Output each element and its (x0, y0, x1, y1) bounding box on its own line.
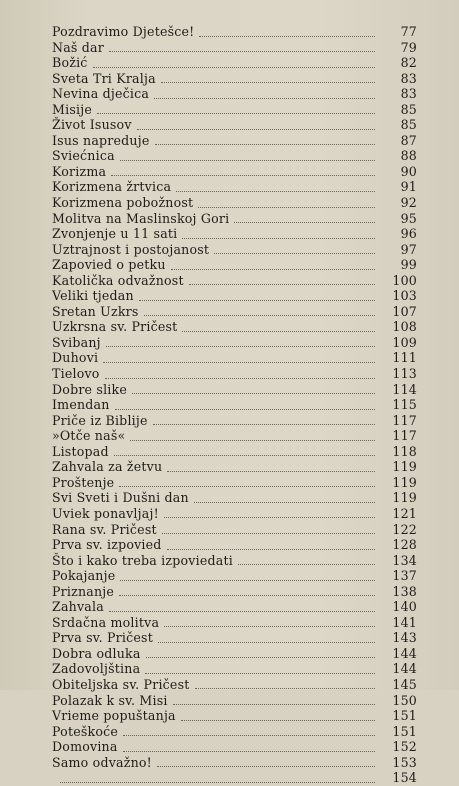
dot-leader (103, 362, 375, 363)
toc-entry-title: Isus napreduje (52, 132, 150, 148)
dot-leader (153, 424, 375, 425)
dot-leader (60, 782, 375, 783)
toc-entry-title: Veliki tjedan (52, 288, 134, 304)
toc-entry-page: 107 (392, 303, 417, 319)
toc-entry-page: 83 (400, 86, 417, 102)
toc-entry-page: 85 (400, 117, 417, 133)
toc-entry-title: Zapovied o petku (52, 257, 166, 273)
toc-entry-page: 144 (392, 661, 417, 677)
dot-leader (155, 144, 376, 145)
dot-leader (114, 455, 375, 456)
toc-entry (52, 288, 417, 304)
toc-entry-title: Život Isusov (52, 117, 132, 133)
toc-entry-title: Božić (52, 55, 88, 71)
toc-entry (52, 459, 417, 475)
toc-entry (52, 537, 417, 553)
toc-entry-title: Pozdravimo Djetešce! (52, 24, 195, 39)
toc-entry-title: Imendan (52, 397, 110, 413)
toc-entry (52, 506, 417, 522)
dot-leader (189, 284, 375, 285)
toc-entry-title: Naš dar (52, 39, 104, 55)
toc-entry (52, 475, 417, 491)
toc-entry (52, 646, 417, 662)
toc-entry-page: 85 (400, 101, 417, 117)
toc-entry-page: 91 (400, 179, 417, 195)
toc-entry-page: 138 (392, 583, 417, 599)
toc-entry (52, 24, 417, 40)
dot-leader (173, 704, 375, 705)
toc-entry (52, 195, 417, 211)
dot-leader (171, 269, 375, 270)
toc-entry-title: Korizmena pobožnost (52, 195, 194, 211)
toc-entry-title: Rana sv. Pričest (52, 521, 157, 537)
toc-entry-title: Što i kako treba izpoviedati (52, 552, 233, 568)
dot-leader (176, 191, 375, 192)
toc-entry-page: 83 (400, 70, 417, 86)
dot-leader (115, 409, 375, 410)
toc-entry (52, 382, 417, 398)
toc-entry (52, 102, 417, 118)
toc-entry (52, 117, 417, 133)
toc-entry (52, 133, 417, 149)
toc-entry (52, 366, 417, 382)
dot-leader (120, 580, 375, 581)
toc-entry-title: Proštenje (52, 474, 115, 490)
dot-leader (182, 331, 375, 332)
toc-entry (52, 553, 417, 569)
toc-entry (52, 148, 417, 164)
dot-leader (198, 207, 375, 208)
toc-entry-page: 77 (400, 24, 417, 39)
dot-leader (182, 238, 375, 239)
toc-entry (52, 335, 417, 351)
dot-leader (234, 222, 375, 223)
dot-leader (109, 51, 375, 52)
dot-leader (154, 98, 375, 99)
dot-leader (105, 378, 375, 379)
toc-entry-title: Obiteljska sv. Pričest (52, 676, 190, 692)
toc-entry-title: Polazak k sv. Misi (52, 692, 168, 708)
toc-entry-page: 119 (392, 490, 417, 506)
toc-entry (52, 522, 417, 538)
dot-leader (97, 113, 375, 114)
dot-leader (119, 595, 375, 596)
toc-entry-title: Zahvala (52, 599, 104, 615)
dot-leader (137, 129, 375, 130)
toc-entry (52, 770, 417, 786)
toc-entry (52, 755, 417, 771)
toc-entry-page: 152 (392, 739, 417, 755)
dot-leader (123, 735, 375, 736)
dot-leader (106, 346, 375, 347)
toc-entry-page: 100 (392, 272, 417, 288)
toc-entry (52, 444, 417, 460)
toc-entry (52, 55, 417, 71)
toc-entry-title: Dobre slike (52, 381, 128, 397)
toc-entry-title: Katolička odvažnost (52, 272, 184, 288)
dot-leader (123, 751, 375, 752)
toc-entry (52, 693, 417, 709)
toc-entry-page: 143 (392, 630, 417, 646)
toc-entry-page: 114 (392, 381, 417, 397)
toc-entry (52, 40, 417, 56)
toc-entry-page: 108 (392, 319, 417, 335)
dot-leader (139, 300, 375, 301)
toc-entry-page: 99 (400, 257, 417, 273)
toc-entry (52, 319, 417, 335)
toc-entry (52, 490, 417, 506)
toc-entry-page: 134 (392, 552, 417, 568)
toc-entry-title: Prva sv. izpovied (52, 537, 162, 553)
dot-leader (109, 611, 375, 612)
toc-entry (52, 661, 417, 677)
toc-entry (52, 428, 417, 444)
toc-entry-title: Svi Sveti i Dušni dan (52, 490, 189, 506)
toc-entry (52, 304, 417, 320)
toc-entry-title: Listopad (52, 443, 109, 459)
toc-entry (52, 71, 417, 87)
toc-entry-title: Sviećnica (52, 148, 115, 164)
dot-leader (145, 673, 375, 674)
toc-entry-title: Poteškoće (52, 723, 119, 739)
toc-entry-page: 119 (392, 474, 417, 490)
toc-entry-title: Zahvala za žetvu (52, 459, 163, 475)
toc-entry-title: Uztrajnost i postojanost (52, 241, 210, 257)
dot-leader (164, 517, 375, 518)
dot-leader (214, 253, 375, 254)
toc-entry-page: 109 (392, 334, 417, 350)
toc-entry-page: 154 (392, 770, 417, 786)
dot-leader (146, 657, 375, 658)
toc-entry-page: 113 (392, 366, 417, 382)
toc-entry-page: 95 (400, 210, 417, 226)
toc-entry-page: 90 (400, 163, 417, 179)
toc-entry (52, 677, 417, 693)
toc-entry-page: 121 (392, 505, 417, 521)
toc-entry-page: 151 (392, 723, 417, 739)
toc-entry-page: 115 (392, 397, 417, 413)
toc-entry (52, 257, 417, 273)
toc-entry-page: 118 (392, 443, 417, 459)
dot-leader (164, 626, 375, 627)
toc-entry-title: Sveta Tri Kralja (52, 70, 156, 86)
toc-entry-title: Srdačna molitva (52, 614, 160, 630)
toc-entry-title: Molitva na Maslinskoj Gori (52, 210, 230, 226)
toc-entry-page: 82 (400, 55, 417, 71)
toc-entry (52, 739, 417, 755)
toc-entry-page: 128 (392, 537, 417, 553)
toc-entry (52, 630, 417, 646)
toc-entry (52, 242, 417, 258)
dot-leader (181, 720, 375, 721)
toc-entry-page: 79 (400, 39, 417, 55)
toc-entry-page: 88 (400, 148, 417, 164)
toc-entry-title: Zadovoljština (52, 661, 141, 677)
toc-entry-title: Tielovo (52, 366, 100, 382)
dot-leader (119, 486, 375, 487)
toc-entry-page: 97 (400, 241, 417, 257)
toc-entry-page: 96 (400, 226, 417, 242)
toc-entry-page: 153 (392, 754, 417, 770)
toc-entry (52, 179, 417, 195)
toc-entry (52, 584, 417, 600)
toc-entry-title: Misije (52, 101, 92, 117)
toc-entry (52, 273, 417, 289)
toc-entry-title: Priče iz Biblije (52, 412, 148, 428)
toc-entry (52, 568, 417, 584)
toc-entry-page: 122 (392, 521, 417, 537)
toc-entry-page: 111 (392, 350, 417, 366)
toc-entry (52, 226, 417, 242)
toc-entry-page: 150 (392, 692, 417, 708)
dot-leader (144, 315, 375, 316)
toc-entry (52, 397, 417, 413)
toc-entry-title: Dobra odluka (52, 645, 141, 661)
toc-entry (52, 615, 417, 631)
toc-entry-page: 117 (392, 428, 417, 444)
toc-entry-title: Zvonjenje u 11 sati (52, 226, 178, 242)
toc-entry-page: 92 (400, 195, 417, 211)
dot-leader (194, 502, 375, 503)
toc-entry-title: Pokajanje (52, 568, 116, 584)
toc-entry-title: Prva sv. Pričest (52, 630, 153, 646)
dot-leader (199, 36, 375, 37)
dot-leader (167, 549, 375, 550)
dot-leader (130, 440, 375, 441)
dot-leader (161, 82, 375, 83)
dot-leader (158, 642, 375, 643)
toc-entry-page: 87 (400, 132, 417, 148)
toc-entry-page: 117 (392, 412, 417, 428)
toc-entry (52, 350, 417, 366)
toc-entry (52, 86, 417, 102)
toc-entry-title: Korizma (52, 163, 107, 179)
toc-entry-page: 151 (392, 708, 417, 724)
dot-leader (167, 471, 375, 472)
dot-leader (132, 393, 375, 394)
dot-leader (120, 160, 375, 161)
table-of-contents (52, 24, 417, 786)
toc-entry-title: Uviek ponavljaj! (52, 505, 159, 521)
toc-entry-title: Nevina dječica (52, 86, 150, 102)
dot-leader (195, 688, 375, 689)
toc-entry-title: Samo odvažno! (52, 754, 152, 770)
toc-entry-title: Domovina (52, 739, 118, 755)
dot-leader (157, 766, 375, 767)
toc-entry-page: 103 (392, 288, 417, 304)
toc-entry-title: Priznanje (52, 583, 115, 599)
toc-entry-title: Duhovi (52, 350, 99, 366)
toc-entry-title: Sretan Uzkrs (52, 303, 139, 319)
toc-entry (52, 599, 417, 615)
toc-entry-title: Korizmena žrtvica (52, 179, 172, 195)
toc-entry-page: 140 (392, 599, 417, 615)
toc-entry (52, 164, 417, 180)
toc-entry-title: »Otče naš« (52, 428, 126, 444)
toc-entry-page: 144 (392, 645, 417, 661)
toc-entry-page: 137 (392, 568, 417, 584)
toc-entry (52, 211, 417, 227)
dot-leader (111, 175, 375, 176)
toc-entry-title: Vrieme popuštanja (52, 708, 176, 724)
toc-entry-page: 141 (392, 614, 417, 630)
toc-entry-title: Uzkrsna sv. Pričest (52, 319, 178, 335)
toc-entry (52, 708, 417, 724)
toc-entry-page: 145 (392, 676, 417, 692)
toc-entry (52, 724, 417, 740)
toc-entry-page: 119 (392, 459, 417, 475)
dot-leader (93, 67, 375, 68)
toc-entry (52, 413, 417, 429)
toc-entry-title: Svibanj (52, 334, 101, 350)
dot-leader (162, 533, 375, 534)
dot-leader (238, 564, 375, 565)
